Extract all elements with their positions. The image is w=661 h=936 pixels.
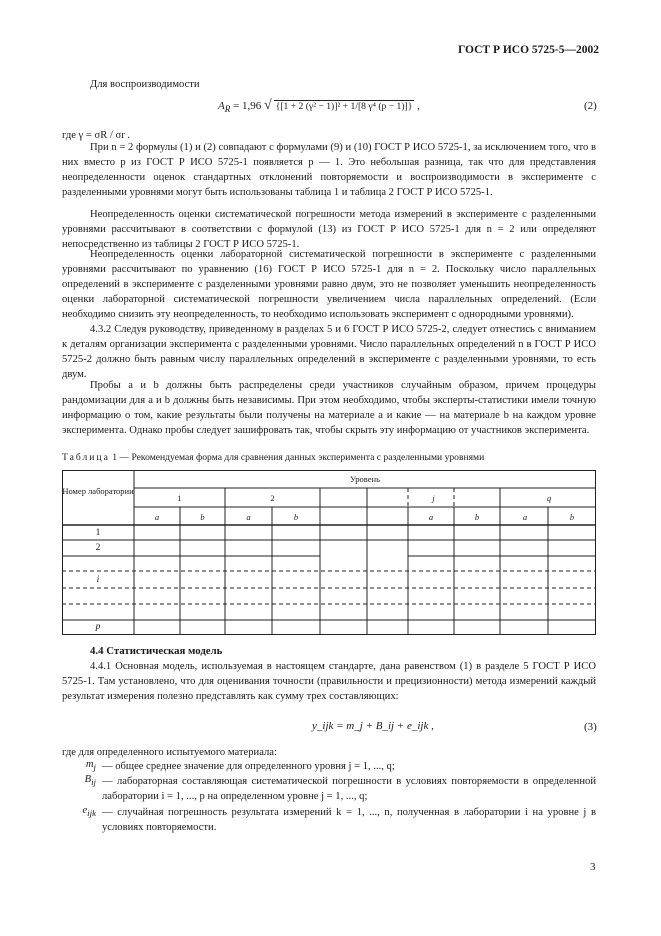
level-j: j — [432, 493, 435, 503]
formula-eq: = 1,96 — [233, 100, 262, 112]
table-caption — [62, 452, 484, 463]
subcol-jb: b — [474, 512, 480, 522]
section-title: 4.4 Статистическая модель — [90, 645, 223, 657]
paragraph-4: 4.3.2 Следуя руководству, приведенному в разделах 5 и 6 ГОСТ Р ИСО 5725-2, следует отнестись с вниманием к деталям организации эксперимента с разделенными уровнями. Число параллельных определений n в ГОСТ Р ИСО 5725-2 должно быть равным числу параллельных определений в эксперименте с разделенными уровнями, то есть двум. — [62, 324, 596, 380]
row-p: p — [95, 622, 101, 632]
def-m-text: — общее среднее значение для определенного уровня j = 1, ..., q; — [102, 761, 395, 772]
page-number: 3 — [590, 861, 596, 873]
formula-lhs-sub: R — [224, 104, 231, 115]
subcol-2a: a — [246, 512, 251, 522]
row-i: i — [96, 575, 100, 585]
level-2: 2 — [270, 493, 275, 503]
gamma-definition: где γ = σR / σr . — [62, 130, 131, 141]
paragraph-3: Неопределенность оценки лабораторной систематической погрешности в эксперименте с разделенными уровнями рассчитывают по уравнению (16) ГОСТ Р ИСО 5725-1 для n = 2. Поскольку число параллельных определений в эксперименте с разделенными уровнями равно двум, это не позволяет уменьшить неопределенность оценки лабораторной систематической погрешности увеличением числа параллельных определений. (Если необходимо снизить эту неопределенность, то необходимо использовать эксперимент с однородными уровнями). — [62, 249, 596, 320]
def-e-sym: e — [82, 805, 88, 816]
paragraph-2: Неопределенность оценки систематической погрешности метода измерений в эксперименте с разделенными уровнями рассчитывают в соответствии с формулой (13) из ГОСТ Р ИСО 5725-1 для n = 2 или определяют непосредственно из таблицы 2 ГОСТ Р ИСО 5725-1. — [62, 209, 596, 250]
formula-tail: , — [417, 100, 420, 112]
def-b-sub: ij — [91, 777, 96, 788]
standard-header: ГОСТ Р ИСО 5725-5—2002 — [457, 44, 599, 56]
paragraph-1 — [62, 140, 596, 200]
def-b-symbol — [62, 774, 96, 787]
repro-intro: Для воспроизводимости — [90, 79, 200, 90]
eq-number-2: (2) — [584, 100, 597, 112]
paragraph-6: 4.4.1 Основная модель, используемая в настоящем стандарте, дана равенством (1) в разделе 5 ГОСТ Р ИСО 5725-1. Там установлено, что для оценивания точности (правильности и прецизионности) метода измерений каждый результат измерения полезно представлять как сумму трех составляющих: — [62, 661, 596, 702]
formula-2 — [218, 98, 420, 114]
col-header-lab: Номер лаборатории — [62, 486, 134, 496]
table-caption-text: 1 — Рекомендуемая форма для сравнения данных эксперимента с разделенными уровнями — [112, 452, 485, 463]
row-1: 1 — [95, 528, 101, 538]
paragraph-5: Пробы a и b должны быть распределены среди участников случайным образом, причем процедуры рандомизации для a и b должны быть независимы. При этом необходимо, чтобы эксперты-статистики имели точную информацию о том, какие результаты были получены на материале a и какие — на материале b на каждом уровне эксперимента. Однако пробы следует зашифровать так, чтобы скрыть эту информацию от участников эксперимента. — [62, 380, 596, 436]
def-m-symbol — [62, 759, 96, 772]
where-text: где для определенного испытуемого материала: — [62, 747, 277, 758]
paragraph-1-text: При n = 2 формулы (1) и (2) совпадают с формулами (9) и (10) ГОСТ Р ИСО 5725-1, за исключением того, что в них вместо p из ГОСТ Р ИСО 5725-1 появляется p — 1. Это небольшая разница, так что для представления неопределенности оценок стандартных отклонений повторяемости и воспроизводимости в эксперименте с разделенными уровнями могут быть использованы таблица 1 и таблица 2 ГОСТ Р ИСО 5725-1. — [62, 142, 596, 198]
formula-lhs: A — [218, 100, 225, 112]
level-q: q — [546, 493, 552, 503]
subcol-1a: a — [154, 512, 160, 522]
formula-3 — [312, 720, 434, 732]
subcol-1b: b — [200, 512, 205, 522]
def-m-sym: m — [85, 759, 94, 770]
def-e-text: — случайная погрешность результата измерений k = 1, ..., n, полученная в лаборатории i на уровне j в условиях повторяемости. — [102, 807, 596, 833]
subcol-qa: a — [522, 512, 528, 522]
col-header-level: Уровень — [350, 474, 380, 484]
eq3-text: y_ijk = m_j + B_ij + e_ijk , — [312, 720, 434, 732]
level-1: 1 — [177, 493, 182, 503]
def-e-symbol — [62, 805, 96, 818]
row-2: 2 — [95, 543, 101, 553]
sqrt-sign: √ — [264, 98, 272, 113]
table-caption-label: Таблица — [62, 452, 110, 463]
def-b-text: — лабораторная составляющая систематической погрешности в условиях повторяемости в определенной лаборатории i = 1, ..., p на определенном уровне j = 1, ..., q; — [102, 776, 596, 802]
def-b-sym: B — [84, 774, 92, 785]
subcol-qb: b — [569, 512, 575, 522]
subcol-ja: a — [428, 512, 434, 522]
eq-number-3: (3) — [584, 721, 597, 733]
def-m-sub: j — [93, 762, 96, 773]
def-e-sub: ijk — [87, 808, 96, 819]
subcol-2b: b — [293, 512, 299, 522]
formula-radicand: {[1 + 2 (γ² − 1)]² + 1/[8 γ⁴ (p − 1)]} — [275, 101, 413, 112]
results-table — [62, 470, 596, 635]
